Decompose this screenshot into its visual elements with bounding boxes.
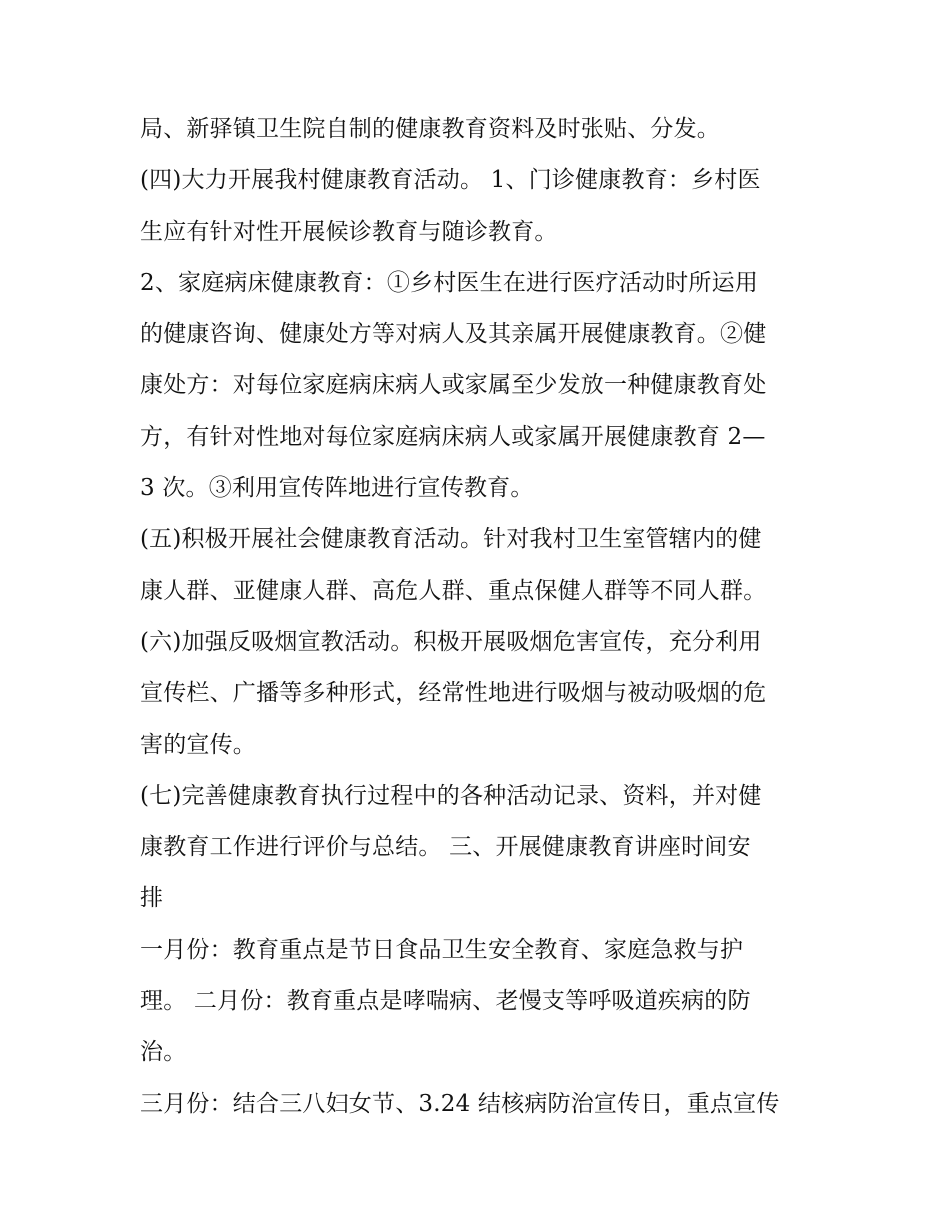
text-line: 康人群、亚健康人群、高危人群、重点保健人群等不同人群。	[140, 577, 767, 604]
text-line: 排	[140, 885, 164, 912]
text-line: 害的宣传。	[140, 731, 256, 758]
text-line: (四)大力开展我村健康教育活动。 1、门诊健康教育：乡村医	[140, 167, 761, 194]
text-line: 宣传栏、广播等多种形式，经常性地进行吸烟与被动吸烟的危	[140, 680, 767, 707]
text-line: (六)加强反吸烟宣教活动。积极开展吸烟危害宣传，充分利用	[140, 628, 762, 655]
text-line: 3 次。③利用宣传阵地进行宣传教育。	[140, 475, 534, 502]
text-line: 理。 二月份：教育重点是哮喘病、老慢支等呼吸道疾病的防	[140, 988, 751, 1015]
text-line: (七)完善健康教育执行过程中的各种活动记录、资料，并对健	[140, 782, 762, 809]
text-line: 一月份：教育重点是节日食品卫生安全教育、家庭急救与护	[140, 936, 744, 963]
text-line: 局、新驿镇卫生院自制的健康教育资料及时张贴、分发。	[140, 116, 720, 142]
text-line: 方，有针对性地对每位家庭病床病人或家属开展健康教育 2—	[140, 423, 766, 450]
text-line: 的健康咨询、健康处方等对病人及其亲属开展健康教育。②健	[140, 321, 767, 348]
document-body	[140, 104, 820, 1130]
text-line: 康处方：对每位家庭病床病人或家属至少发放一种健康教育处	[140, 372, 767, 399]
text-line: 三月份：结合三八妇女节、3.24 结核病防治宣传日，重点宣传	[140, 1090, 780, 1117]
text-line: 治。	[140, 1039, 187, 1066]
text-line: 生应有针对性开展候诊教育与随诊教育。	[140, 218, 558, 245]
text-line: 康教育工作进行评价与总结。 三、开展健康教育讲座时间安	[140, 834, 751, 861]
text-line: (五)积极开展社会健康教育活动。针对我村卫生室管辖内的健	[140, 526, 762, 553]
text-line: 2、家庭病床健康教育：①乡村医生在进行医疗活动时所运用	[140, 269, 759, 296]
